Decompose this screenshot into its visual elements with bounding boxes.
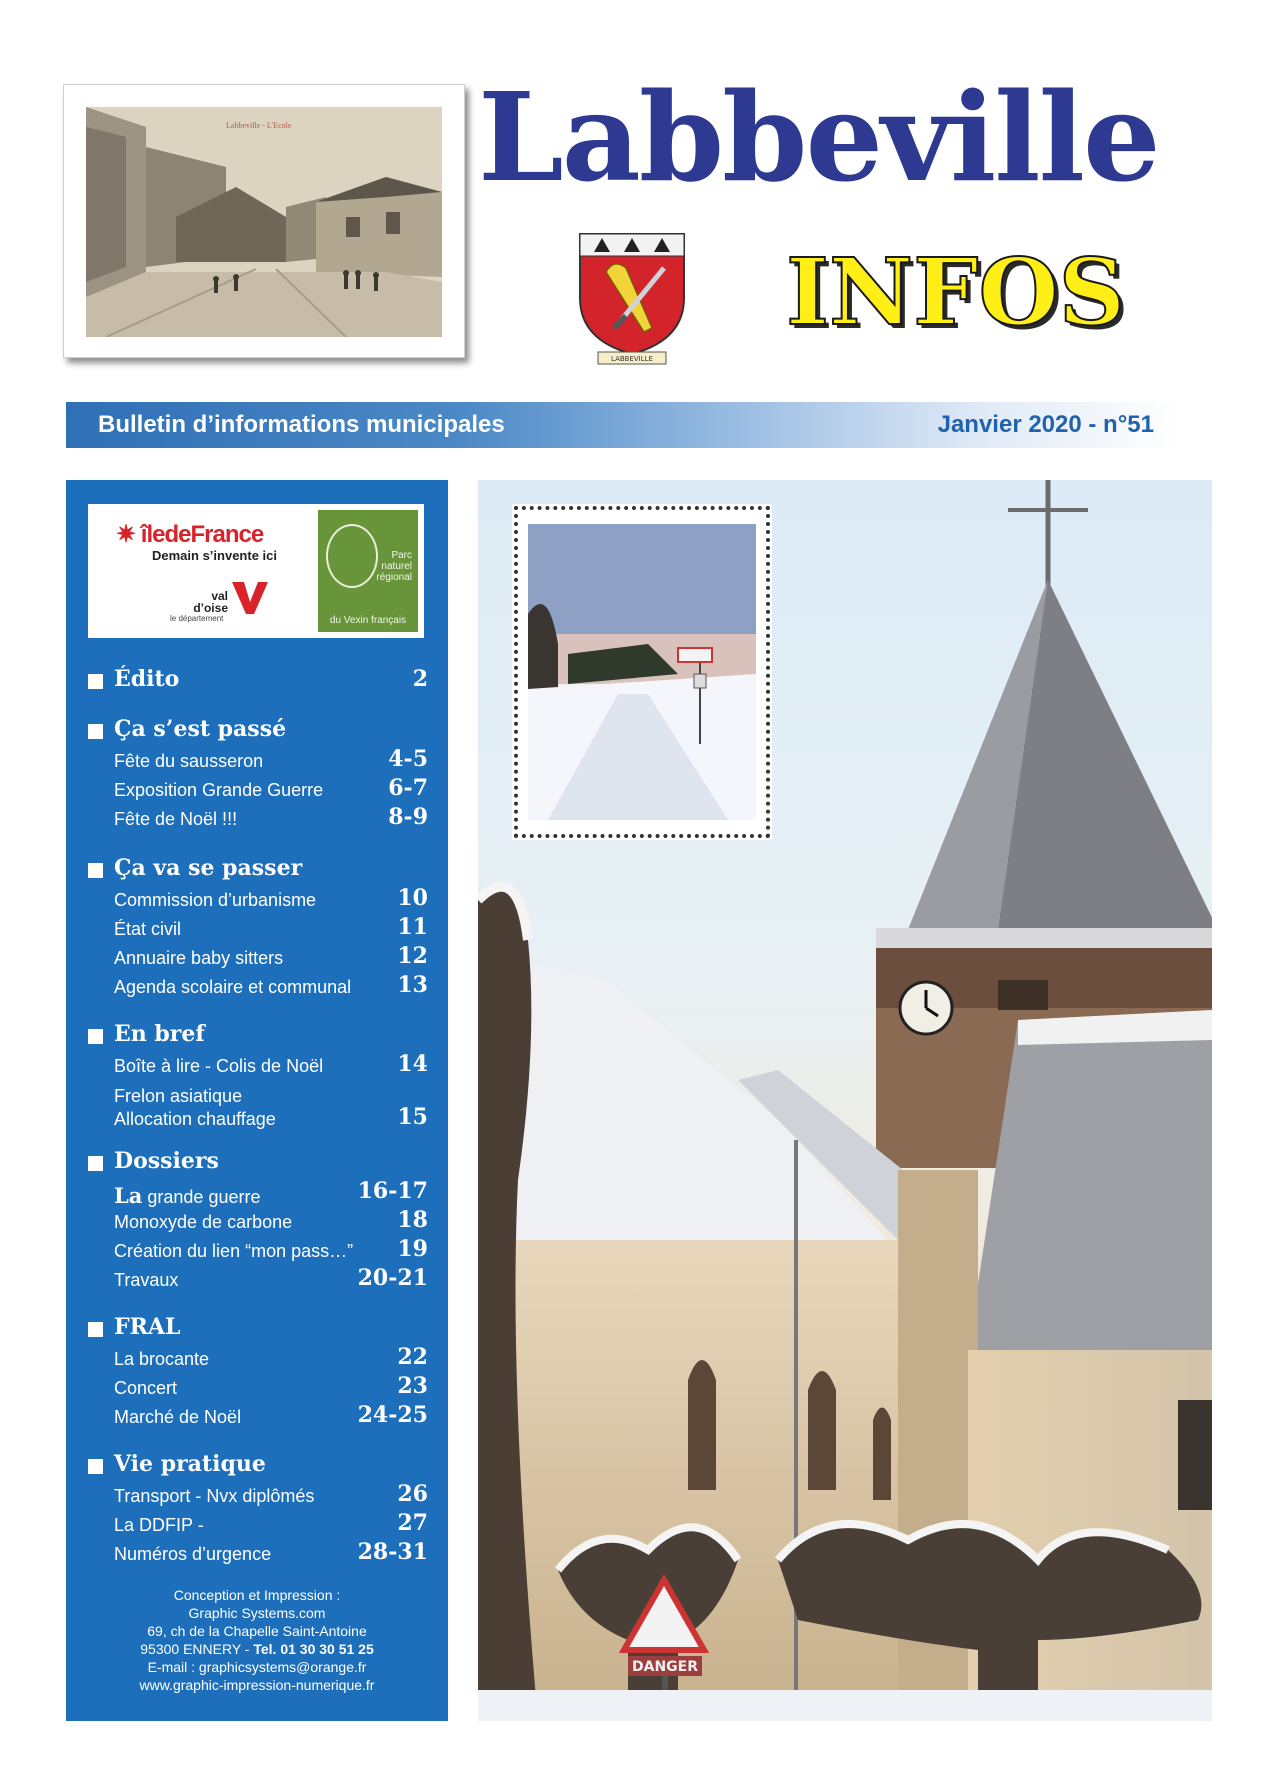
toc-heading-label: Dossiers [114, 1148, 219, 1174]
toc-item-text: grande guerre [147, 1187, 261, 1207]
toc-item-label: Boîte à lire - Colis de Noël [114, 1056, 324, 1076]
toc-item [88, 1238, 428, 1267]
toc-item [88, 945, 428, 974]
toc-item [88, 806, 428, 835]
toc-item [88, 1082, 428, 1134]
toc-page: 2 [412, 666, 428, 692]
old-photo-caption: Labbeville - L'Ecole [226, 121, 292, 130]
toc-item-label: Concert [114, 1378, 178, 1398]
toc-item [88, 1346, 428, 1375]
toc-item-label: Création du lien “mon pass…” [114, 1241, 354, 1261]
toc-item [88, 1267, 428, 1296]
toc-heading-label: Ça va se passer [114, 855, 303, 881]
toc-heading-label: Édito [114, 666, 180, 692]
table-of-contents-panel [66, 480, 448, 1721]
toc-item-label: La brocante [114, 1349, 210, 1369]
toc-item [88, 887, 428, 916]
toc-page: 14 [397, 1051, 428, 1077]
credits-line: 69, ch de la Chapelle Saint-Antoine [147, 1623, 367, 1639]
toc-item [88, 1483, 428, 1512]
toc-page: 19 [397, 1236, 428, 1262]
coat-of-arms-icon [574, 228, 690, 368]
toc-item-prefix: La [114, 1183, 143, 1208]
toc-page: 22 [397, 1344, 428, 1370]
credits-email: E-mail : graphicsystems@orange.fr [147, 1659, 367, 1675]
toc-page: 4-5 [388, 746, 428, 772]
toc-page: 27 [397, 1510, 428, 1536]
old-postcard-frame [63, 84, 465, 358]
toc-item-label: La DDFIP - [114, 1515, 204, 1535]
toc-page: 24-25 [357, 1402, 428, 1428]
toc-section-passe [88, 716, 428, 835]
issue-date: Janvier 2020 - n°51 [937, 411, 1154, 438]
toc-item [88, 1375, 428, 1404]
old-street-photo [86, 107, 442, 337]
toc-item [88, 1209, 428, 1238]
toc-heading [88, 1148, 428, 1180]
toc-page: 6-7 [388, 775, 428, 801]
bullet-square-icon [88, 863, 103, 878]
val-doise-logo [170, 574, 280, 624]
toc-item [88, 1512, 428, 1541]
toc-section-fral [88, 1314, 428, 1433]
star-icon: ✷ [116, 521, 136, 548]
masthead-infos: INFOS [786, 238, 1126, 346]
bullet-square-icon [88, 1322, 103, 1337]
toc-section-pratique [88, 1451, 428, 1570]
snowy-road-photo [528, 524, 756, 820]
toc-item-label: Monoxyde de carbone [114, 1212, 293, 1232]
toc-item [88, 916, 428, 945]
toc-page: 28-31 [357, 1539, 428, 1565]
toc-item [88, 1404, 428, 1433]
toc-item-label: Annuaire baby sitters [114, 948, 284, 968]
toc-page: 23 [397, 1373, 428, 1399]
toc-heading [88, 716, 428, 748]
toc-item-label [114, 1085, 276, 1131]
toc-page: 10 [397, 885, 428, 911]
toc-item-label: Agenda scolaire et communal [114, 977, 352, 997]
toc-heading [88, 855, 428, 887]
valoise-line1: val [211, 589, 228, 603]
ile-de-france-logo [116, 520, 263, 549]
toc-item-label: Fête de Noël !!! [114, 809, 238, 829]
toc-page: 15 [397, 1104, 428, 1130]
toc-heading-label: FRAL [114, 1314, 181, 1340]
toc-heading [88, 1021, 428, 1053]
bullet-square-icon [88, 674, 103, 689]
toc-heading [88, 1314, 428, 1346]
bullet-square-icon [88, 1156, 103, 1171]
toc-page: 16-17 [357, 1178, 428, 1204]
toc-item [88, 777, 428, 806]
toc-item-label: Marché de Noël [114, 1407, 242, 1427]
toc-list [88, 666, 428, 1570]
bullet-square-icon [88, 1029, 103, 1044]
valoise-name [170, 590, 228, 614]
toc-item [88, 1541, 428, 1570]
idf-tagline: Demain s’invente ici [152, 548, 277, 563]
toc-item-label: Travaux [114, 1270, 179, 1290]
parc-text: Parc naturel régional [376, 550, 412, 583]
bullet-square-icon [88, 1459, 103, 1474]
credits-address: 95300 ENNERY - [140, 1641, 254, 1657]
toc-page: 11 [397, 914, 428, 940]
masthead-title: Labbeville [478, 65, 1159, 209]
toc-item-label: Fête du sausseron [114, 751, 264, 771]
snowy-road-illustration [528, 524, 756, 820]
valoise-sub: le département [170, 614, 224, 623]
toc-item-label: Commission d’urbanisme [114, 890, 317, 910]
toc-item-label: Numéros d’urgence [114, 1544, 272, 1564]
bullet-square-icon [88, 724, 103, 739]
toc-heading-label: Ça s’est passé [114, 716, 287, 742]
parc-vexin-logo [318, 510, 418, 632]
v-mark-icon [230, 580, 270, 616]
idf-name: îledeFrance [140, 521, 264, 548]
toc-page: 18 [397, 1207, 428, 1233]
toc-page: 13 [397, 972, 428, 998]
postage-stamp-photo [514, 506, 770, 838]
toc-page: 8-9 [388, 804, 428, 830]
toc-section-dossiers [88, 1148, 428, 1296]
credits-line: Graphic Systems.com [188, 1605, 326, 1621]
bulletin-subtitle: Bulletin d’informations municipales [98, 411, 505, 438]
toc-heading [88, 1451, 428, 1483]
toc-heading-label: Vie pratique [114, 1451, 266, 1477]
toc-page: 20-21 [357, 1265, 428, 1291]
toc-item-label [114, 1183, 260, 1208]
toc-heading-label: En bref [114, 1021, 205, 1047]
toc-item [88, 748, 428, 777]
danger-sign-text: DANGER [631, 1659, 699, 1675]
subtitle-bar [66, 402, 1178, 448]
parc-bottom: du Vexin français [329, 615, 407, 626]
credits-phone: Tel. 01 30 30 51 25 [253, 1641, 374, 1657]
toc-section-edito [88, 666, 428, 698]
toc-item-label-line2: Allocation chauffage [114, 1109, 276, 1129]
credits-website: www.graphic-impression-numerique.fr [139, 1677, 375, 1693]
toc-item-label: État civil [114, 919, 182, 939]
crest-banner: LABBEVILLE [611, 355, 653, 363]
old-street-illustration [86, 107, 442, 337]
toc-item-label: Transport - Nvx diplômés [114, 1486, 315, 1506]
credits-line: Conception et Impression : [173, 1587, 341, 1603]
toc-item-label-line1: Frelon asiatique [114, 1086, 243, 1106]
toc-section-bref [88, 1021, 428, 1134]
valoise-line2: d’oise [193, 601, 228, 615]
toc-page: 12 [397, 943, 428, 969]
partner-logos [88, 504, 424, 638]
print-credits [66, 1586, 448, 1694]
credits-line [66, 1640, 448, 1658]
toc-item [88, 1180, 428, 1209]
toc-item-label: Exposition Grande Guerre [114, 780, 324, 800]
toc-heading [88, 666, 428, 698]
toc-item [88, 1053, 428, 1082]
toc-page: 26 [397, 1481, 428, 1507]
toc-item [88, 974, 428, 1003]
toc-section-passer [88, 855, 428, 1003]
